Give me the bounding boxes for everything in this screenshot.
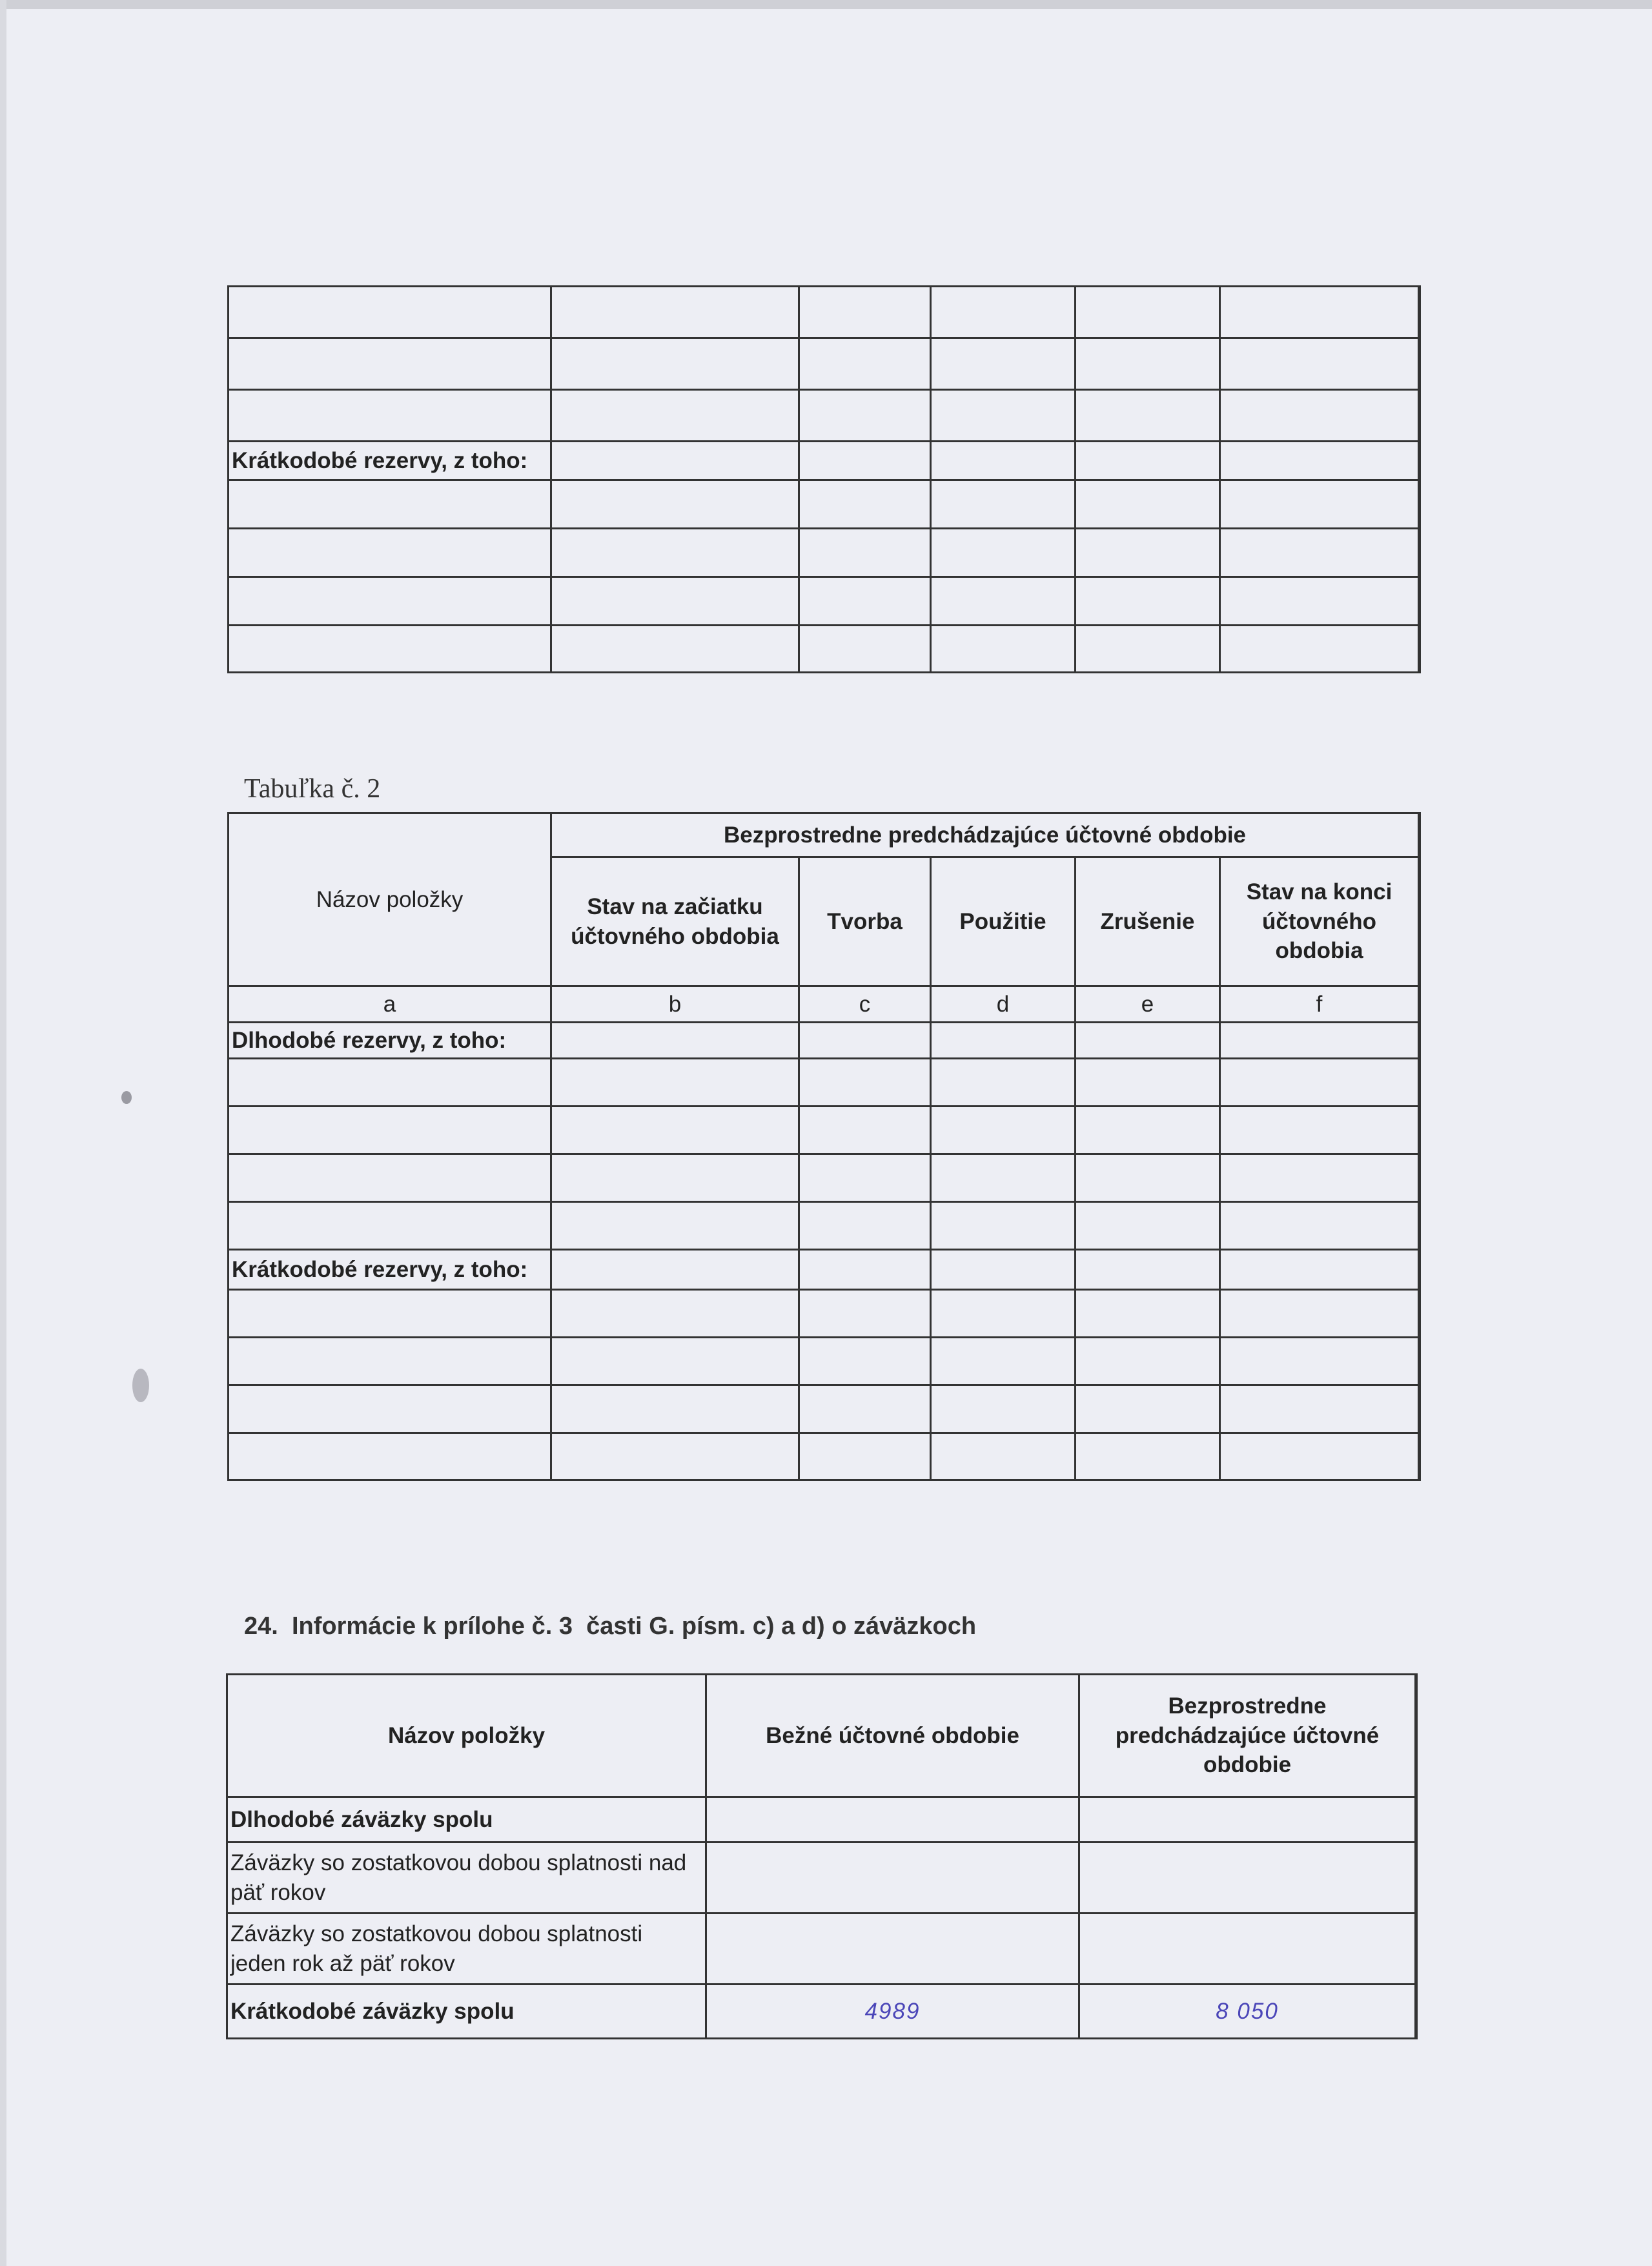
table-cell	[1076, 1290, 1220, 1338]
table-cell	[1220, 1385, 1420, 1433]
table-cell	[931, 442, 1076, 480]
table-cell	[1220, 577, 1420, 626]
table-cell	[799, 1059, 931, 1107]
table-cell	[1220, 442, 1420, 480]
table-row	[229, 1385, 1420, 1433]
table-row	[229, 338, 1420, 390]
table-cell	[229, 287, 551, 338]
table-cell	[551, 1385, 799, 1433]
previous-value	[1079, 1842, 1416, 1914]
table-cell	[1076, 1059, 1220, 1107]
table-cell	[1076, 442, 1220, 480]
table-2-caption: Tabuľka č. 2	[244, 774, 381, 804]
table-cell	[1220, 480, 1420, 529]
table-cell	[931, 1290, 1076, 1338]
section-row-short-term	[229, 442, 1420, 480]
table-cell	[551, 442, 799, 480]
table-cell	[551, 1433, 799, 1480]
row-label: Záväzky so zostatkovou dobou splatnosti jeden rok až päť rokov	[227, 1914, 706, 1985]
table-cell	[1076, 338, 1220, 390]
col-header-usage: Použitie	[931, 857, 1076, 986]
table-cell	[1076, 1433, 1220, 1480]
table-cell	[1220, 1107, 1420, 1154]
table-cell	[551, 1023, 799, 1059]
table-cell	[1220, 1202, 1420, 1250]
table-cell	[229, 480, 551, 529]
previous-value	[1079, 1797, 1416, 1842]
table-cell	[1220, 338, 1420, 390]
current-value	[706, 1914, 1079, 1985]
table-cell	[229, 1059, 551, 1107]
table-row	[229, 1202, 1420, 1250]
table-cell	[931, 577, 1076, 626]
scan-edge-top	[0, 0, 1652, 9]
table-cell	[931, 287, 1076, 338]
col-letter: b	[551, 986, 799, 1023]
col-letter: e	[1076, 986, 1220, 1023]
item-name-header: Názov položky	[229, 813, 551, 986]
table-cell	[1220, 390, 1420, 442]
table-cell	[1220, 1290, 1420, 1338]
table-row	[229, 626, 1420, 673]
table-cell	[799, 1290, 931, 1338]
row-label: Krátkodobé záväzky spolu	[227, 1985, 706, 2039]
table-header-row	[229, 813, 1420, 857]
table-cell	[1076, 577, 1220, 626]
table-cell	[551, 1290, 799, 1338]
table-cell	[551, 287, 799, 338]
table-cell	[1076, 1202, 1220, 1250]
long-term-provisions-label: Dlhodobé rezervy, z toho:	[229, 1023, 551, 1059]
table-cell	[799, 529, 931, 577]
section-row-short-term	[229, 1250, 1420, 1290]
table-row	[227, 1914, 1416, 1985]
table-cell	[1220, 1059, 1420, 1107]
table-cell	[799, 442, 931, 480]
table-cell	[931, 1154, 1076, 1202]
table-cell	[551, 1154, 799, 1202]
table-cell	[229, 338, 551, 390]
table-cell	[229, 1290, 551, 1338]
table-cell	[931, 529, 1076, 577]
table-cell	[799, 338, 931, 390]
previous-period-header: Bezprostredne predchádzajúce účtovné obdobie	[1079, 1675, 1416, 1797]
col-letter: c	[799, 986, 931, 1023]
scan-edge-left	[0, 0, 6, 2266]
current-value	[706, 1842, 1079, 1914]
table-row	[229, 1338, 1420, 1385]
table-row	[229, 390, 1420, 442]
period-group-header: Bezprostredne predchádzajúce účtovné obdobie	[551, 813, 1420, 857]
table-cell	[931, 390, 1076, 442]
table-row	[229, 577, 1420, 626]
table-cell	[931, 1385, 1076, 1433]
table-cell	[931, 1338, 1076, 1385]
current-period-header: Bežné účtovné obdobie	[706, 1675, 1079, 1797]
table-cell	[551, 577, 799, 626]
scan-speck	[121, 1091, 132, 1104]
table-cell	[799, 577, 931, 626]
table-cell	[931, 338, 1076, 390]
section-24-heading: 24. Informácie k prílohe č. 3 časti G. písm. c) a d) o záväzkoch	[244, 1613, 977, 1640]
table-cell	[1076, 287, 1220, 338]
table-header-row	[227, 1675, 1416, 1797]
table-row	[227, 1842, 1416, 1914]
table-row	[229, 1107, 1420, 1154]
table-cell	[799, 390, 931, 442]
table-cell	[551, 1202, 799, 1250]
table-cell	[799, 1385, 931, 1433]
table-cell	[799, 1107, 931, 1154]
table-row	[229, 1290, 1420, 1338]
table-cell	[1076, 626, 1220, 673]
table-cell	[551, 1250, 799, 1290]
item-name-header: Názov položky	[227, 1675, 706, 1797]
table-cell	[229, 1154, 551, 1202]
table-cell	[1076, 480, 1220, 529]
table-cell	[551, 390, 799, 442]
table-row	[229, 480, 1420, 529]
table-cell	[1076, 1107, 1220, 1154]
table-cell	[1220, 1154, 1420, 1202]
table-cell	[1076, 1023, 1220, 1059]
col-letter: a	[229, 986, 551, 1023]
table-cell	[1076, 1154, 1220, 1202]
table-cell	[1076, 1338, 1220, 1385]
table-cell	[931, 1107, 1076, 1154]
table-cell	[931, 626, 1076, 673]
liabilities-table	[226, 1673, 1418, 2039]
table-cell	[799, 480, 931, 529]
table-cell	[799, 626, 931, 673]
table-cell	[931, 1250, 1076, 1290]
table-row	[229, 1059, 1420, 1107]
table-cell	[799, 1250, 931, 1290]
table-row	[229, 1154, 1420, 1202]
table-cell	[229, 390, 551, 442]
section-row-long-term	[229, 1023, 1420, 1059]
current-value-handwritten: 4989	[706, 1985, 1079, 2039]
table-cell	[551, 1338, 799, 1385]
col-letter: f	[1220, 986, 1420, 1023]
table-cell	[1220, 1023, 1420, 1059]
col-header-opening-balance: Stav na začiatku účtovného obdobia	[551, 857, 799, 986]
table-cell	[1220, 1338, 1420, 1385]
table-cell	[799, 287, 931, 338]
table-cell	[229, 1385, 551, 1433]
table-cell	[229, 1107, 551, 1154]
table-cell	[931, 1023, 1076, 1059]
table-cell	[1220, 1433, 1420, 1480]
current-value	[706, 1797, 1079, 1842]
table-cell	[1220, 626, 1420, 673]
col-letter: d	[931, 986, 1076, 1023]
table-cell	[931, 480, 1076, 529]
table-cell	[229, 529, 551, 577]
table-cell	[1220, 529, 1420, 577]
table-cell	[551, 480, 799, 529]
table-cell	[799, 1154, 931, 1202]
table-row	[227, 1797, 1416, 1842]
table-row	[229, 287, 1420, 338]
table-cell	[229, 1202, 551, 1250]
letter-row	[229, 986, 1420, 1023]
table-cell	[551, 1107, 799, 1154]
provisions-table-2	[227, 812, 1421, 1481]
col-header-creation: Tvorba	[799, 857, 931, 986]
previous-value	[1079, 1914, 1416, 1985]
provisions-table-continued	[227, 285, 1421, 673]
table-cell	[931, 1433, 1076, 1480]
table-row	[227, 1985, 1416, 2039]
table-cell	[799, 1338, 931, 1385]
row-label: Dlhodobé záväzky spolu	[227, 1797, 706, 1842]
table-cell	[229, 1338, 551, 1385]
table-cell	[1220, 287, 1420, 338]
table-cell	[229, 577, 551, 626]
table-cell	[1076, 390, 1220, 442]
table-cell	[229, 1433, 551, 1480]
table-cell	[931, 1202, 1076, 1250]
table-cell	[551, 529, 799, 577]
table-cell	[799, 1433, 931, 1480]
previous-value-handwritten: 8 050	[1079, 1985, 1416, 2039]
table-cell	[799, 1023, 931, 1059]
table-cell	[799, 1202, 931, 1250]
table-cell	[1076, 1250, 1220, 1290]
table-cell	[551, 338, 799, 390]
table-row	[229, 529, 1420, 577]
table-cell	[551, 626, 799, 673]
table-cell	[1076, 529, 1220, 577]
scan-speck	[132, 1369, 149, 1402]
col-header-cancellation: Zrušenie	[1076, 857, 1220, 986]
short-term-provisions-label: Krátkodobé rezervy, z toho:	[229, 1250, 551, 1290]
table-cell	[931, 1059, 1076, 1107]
table-row	[229, 1433, 1420, 1480]
table-cell	[1076, 1385, 1220, 1433]
short-term-provisions-label: Krátkodobé rezervy, z toho:	[229, 442, 551, 480]
table-cell	[229, 626, 551, 673]
col-header-closing-balance: Stav na konci účtovného obdobia	[1220, 857, 1420, 986]
table-cell	[551, 1059, 799, 1107]
row-label: Záväzky so zostatkovou dobou splatnosti nad päť rokov	[227, 1842, 706, 1914]
table-cell	[1220, 1250, 1420, 1290]
